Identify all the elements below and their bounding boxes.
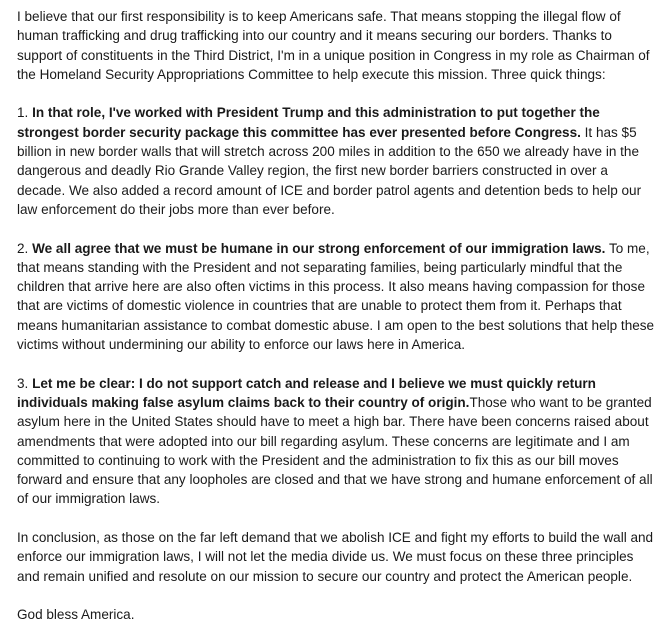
conclusion-paragraph: In conclusion, as those on the far left demand that we abolish ICE and fight my efforts to build the wall and enforce our immigration laws, I will not let the media divide us. We must focus on these three principles and remain unified and resolute on our mission to secure our country and protect the American people. <box>17 530 654 584</box>
point-number-1: 1. <box>17 105 29 121</box>
point-body-1: It has $5 billion in new border walls that will stretch across 200 miles in addition to the 650 we already have in the dangerous and deadly Rio Grande Valley region, the first new border barriers constructed in over a decade. We also added a record amount of ICE and border patrol agents and detention beds to help our law enforcement do their jobs more than ever before. <box>17 124 642 217</box>
point-number-2: 2. <box>17 240 29 256</box>
point-paragraph-1 <box>17 103 655 219</box>
point-paragraph-3 <box>17 374 655 509</box>
point-lead-2: We all agree that we must be humane in our strong enforcement of our immigration laws. <box>32 240 606 256</box>
intro-paragraph: I believe that our first responsibility is to keep Americans safe. That means stopping the illegal flow of human trafficking and drug trafficking into our country and it means securing our borders. Thanks to support of constituents in the Third District, I'm in a unique position in Congress in my role as Chairman of the Homeland Security Appropriations Committee to help execute this mission. Three quick things: <box>17 9 650 82</box>
point-lead-1: In that role, I've worked with President Trump and this administration to put together the strongest border security package this committee has ever presented before Congress. <box>17 105 600 140</box>
closing-line: God bless America. <box>17 607 135 623</box>
point-paragraph-2 <box>17 239 655 355</box>
point-body-2: To me, that means standing with the President and not separating families, being particularly mindful that the children that arrive here are also often victims in this process. It also means having compassion for those that are victims of domestic violence in countries that are unable to protect them from it. Perhaps that means humanitarian assistance to combat domestic abuse. I am open to the best solutions that help these victims without undermining our ability to enforce our laws here in America. <box>17 240 655 353</box>
point-number-3: 3. <box>17 375 29 391</box>
point-body-3: Those who want to be granted asylum here in the United States should have to meet a high bar. There have been concerns raised about amendments that were adopted into our bill regarding asylum. These concerns are legitimate and I am committed to continuing to work with the President and the administration to fix this as our bill moves forward and ensure that any loopholes are closed and that we have strong and humane enforcement of all of our immigration laws. <box>17 394 653 507</box>
point-lead-3: Let me be clear: I do not support catch and release and I believe we must quickly return individuals making false asylum claims back to their country of origin. <box>17 375 596 410</box>
